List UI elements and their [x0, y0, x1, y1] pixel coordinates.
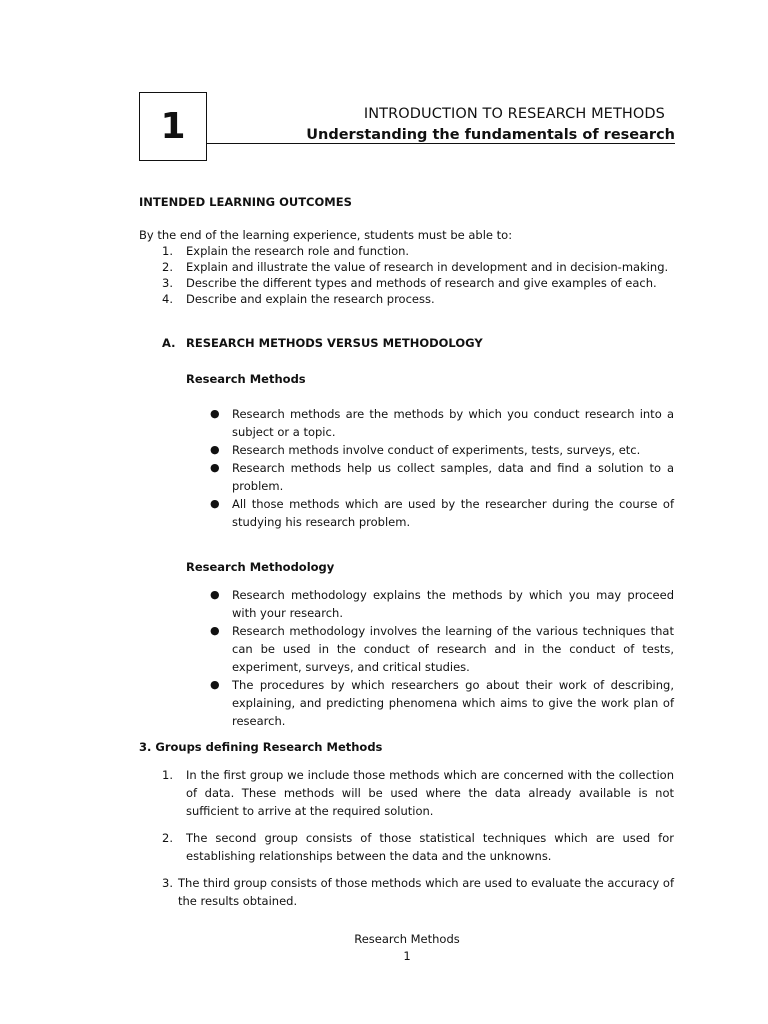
- page-number: 1: [403, 949, 411, 963]
- outcome-number: 2.: [162, 260, 173, 274]
- footer-label: Research Methods: [354, 932, 460, 946]
- research-methods-bullet: Research methods are the methods by which you conduct research into a subject or a topic.: [232, 407, 674, 439]
- group-item: The third group consists of those methods which are used to evaluate the accuracy of the results obtained.: [178, 876, 674, 908]
- group-item: The second group consists of those statistical techniques which are used for establishing relationships between the data and the unknowns.: [186, 831, 674, 863]
- group-item: In the first group we include those methods which are concerned with the collection of data. These methods will be used where the data already available is not sufficient to arrive at the required solution.: [186, 768, 674, 818]
- section-a-label: A.: [162, 336, 176, 350]
- outcome-number: 4.: [162, 292, 173, 306]
- outcome-number: 1.: [162, 244, 173, 258]
- research-methods-bullet: All those methods which are used by the researcher during the course of studying his research problem.: [232, 497, 674, 529]
- outcome-item: Describe the different types and methods of research and give examples of each.: [186, 276, 657, 290]
- research-methods-bullet: Research methods involve conduct of experiments, tests, surveys, etc.: [232, 443, 641, 457]
- bullet-icon: ●: [210, 443, 220, 456]
- outcome-number: 3.: [162, 276, 173, 290]
- groups-heading: 3. Groups defining Research Methods: [139, 740, 383, 754]
- research-methodology-bullet: The procedures by which researchers go about their work of describing, explaining, and predicting phenomena which aims to give the work plan of research.: [232, 678, 674, 728]
- outcome-item: Explain and illustrate the value of research in development and in decision-making.: [186, 260, 669, 274]
- outcome-item: Explain the research role and function.: [186, 244, 410, 258]
- group-number: 2.: [162, 831, 173, 845]
- chapter-subtitle: Understanding the fundamentals of research: [306, 127, 675, 143]
- section-a-heading: RESEARCH METHODS VERSUS METHODOLOGY: [186, 336, 483, 350]
- bullet-icon: ●: [210, 624, 220, 637]
- research-methodology-bullet: Research methodology involves the learning of the various techniques that can be used in the conduct of research and in the conduct of tests, experiment, surveys, and critical studies.: [232, 624, 674, 674]
- bullet-icon: ●: [210, 407, 220, 420]
- outcomes-heading: INTENDED LEARNING OUTCOMES: [139, 195, 352, 209]
- outcomes-intro: By the end of the learning experience, students must be able to:: [139, 228, 513, 242]
- chapter-number: 1: [160, 106, 186, 147]
- bullet-icon: ●: [210, 497, 220, 510]
- chapter-title: INTRODUCTION TO RESEARCH METHODS: [363, 106, 665, 122]
- research-methods-heading: Research Methods: [186, 372, 306, 386]
- research-methods-bullet: Research methods help us collect samples, data and find a solution to a problem.: [232, 461, 674, 493]
- bullet-icon: ●: [210, 588, 220, 601]
- bullet-icon: ●: [210, 678, 220, 691]
- chapter-header-rule: [207, 143, 675, 144]
- research-methodology-heading: Research Methodology: [186, 560, 335, 574]
- chapter-number-box: [139, 92, 207, 161]
- research-methodology-bullet: Research methodology explains the methods by which you may proceed with your research.: [232, 588, 674, 620]
- bullet-icon: ●: [210, 461, 220, 474]
- outcome-item: Describe and explain the research process.: [186, 292, 435, 306]
- group-number: 1.: [162, 768, 173, 782]
- group-number: 3.: [162, 876, 173, 890]
